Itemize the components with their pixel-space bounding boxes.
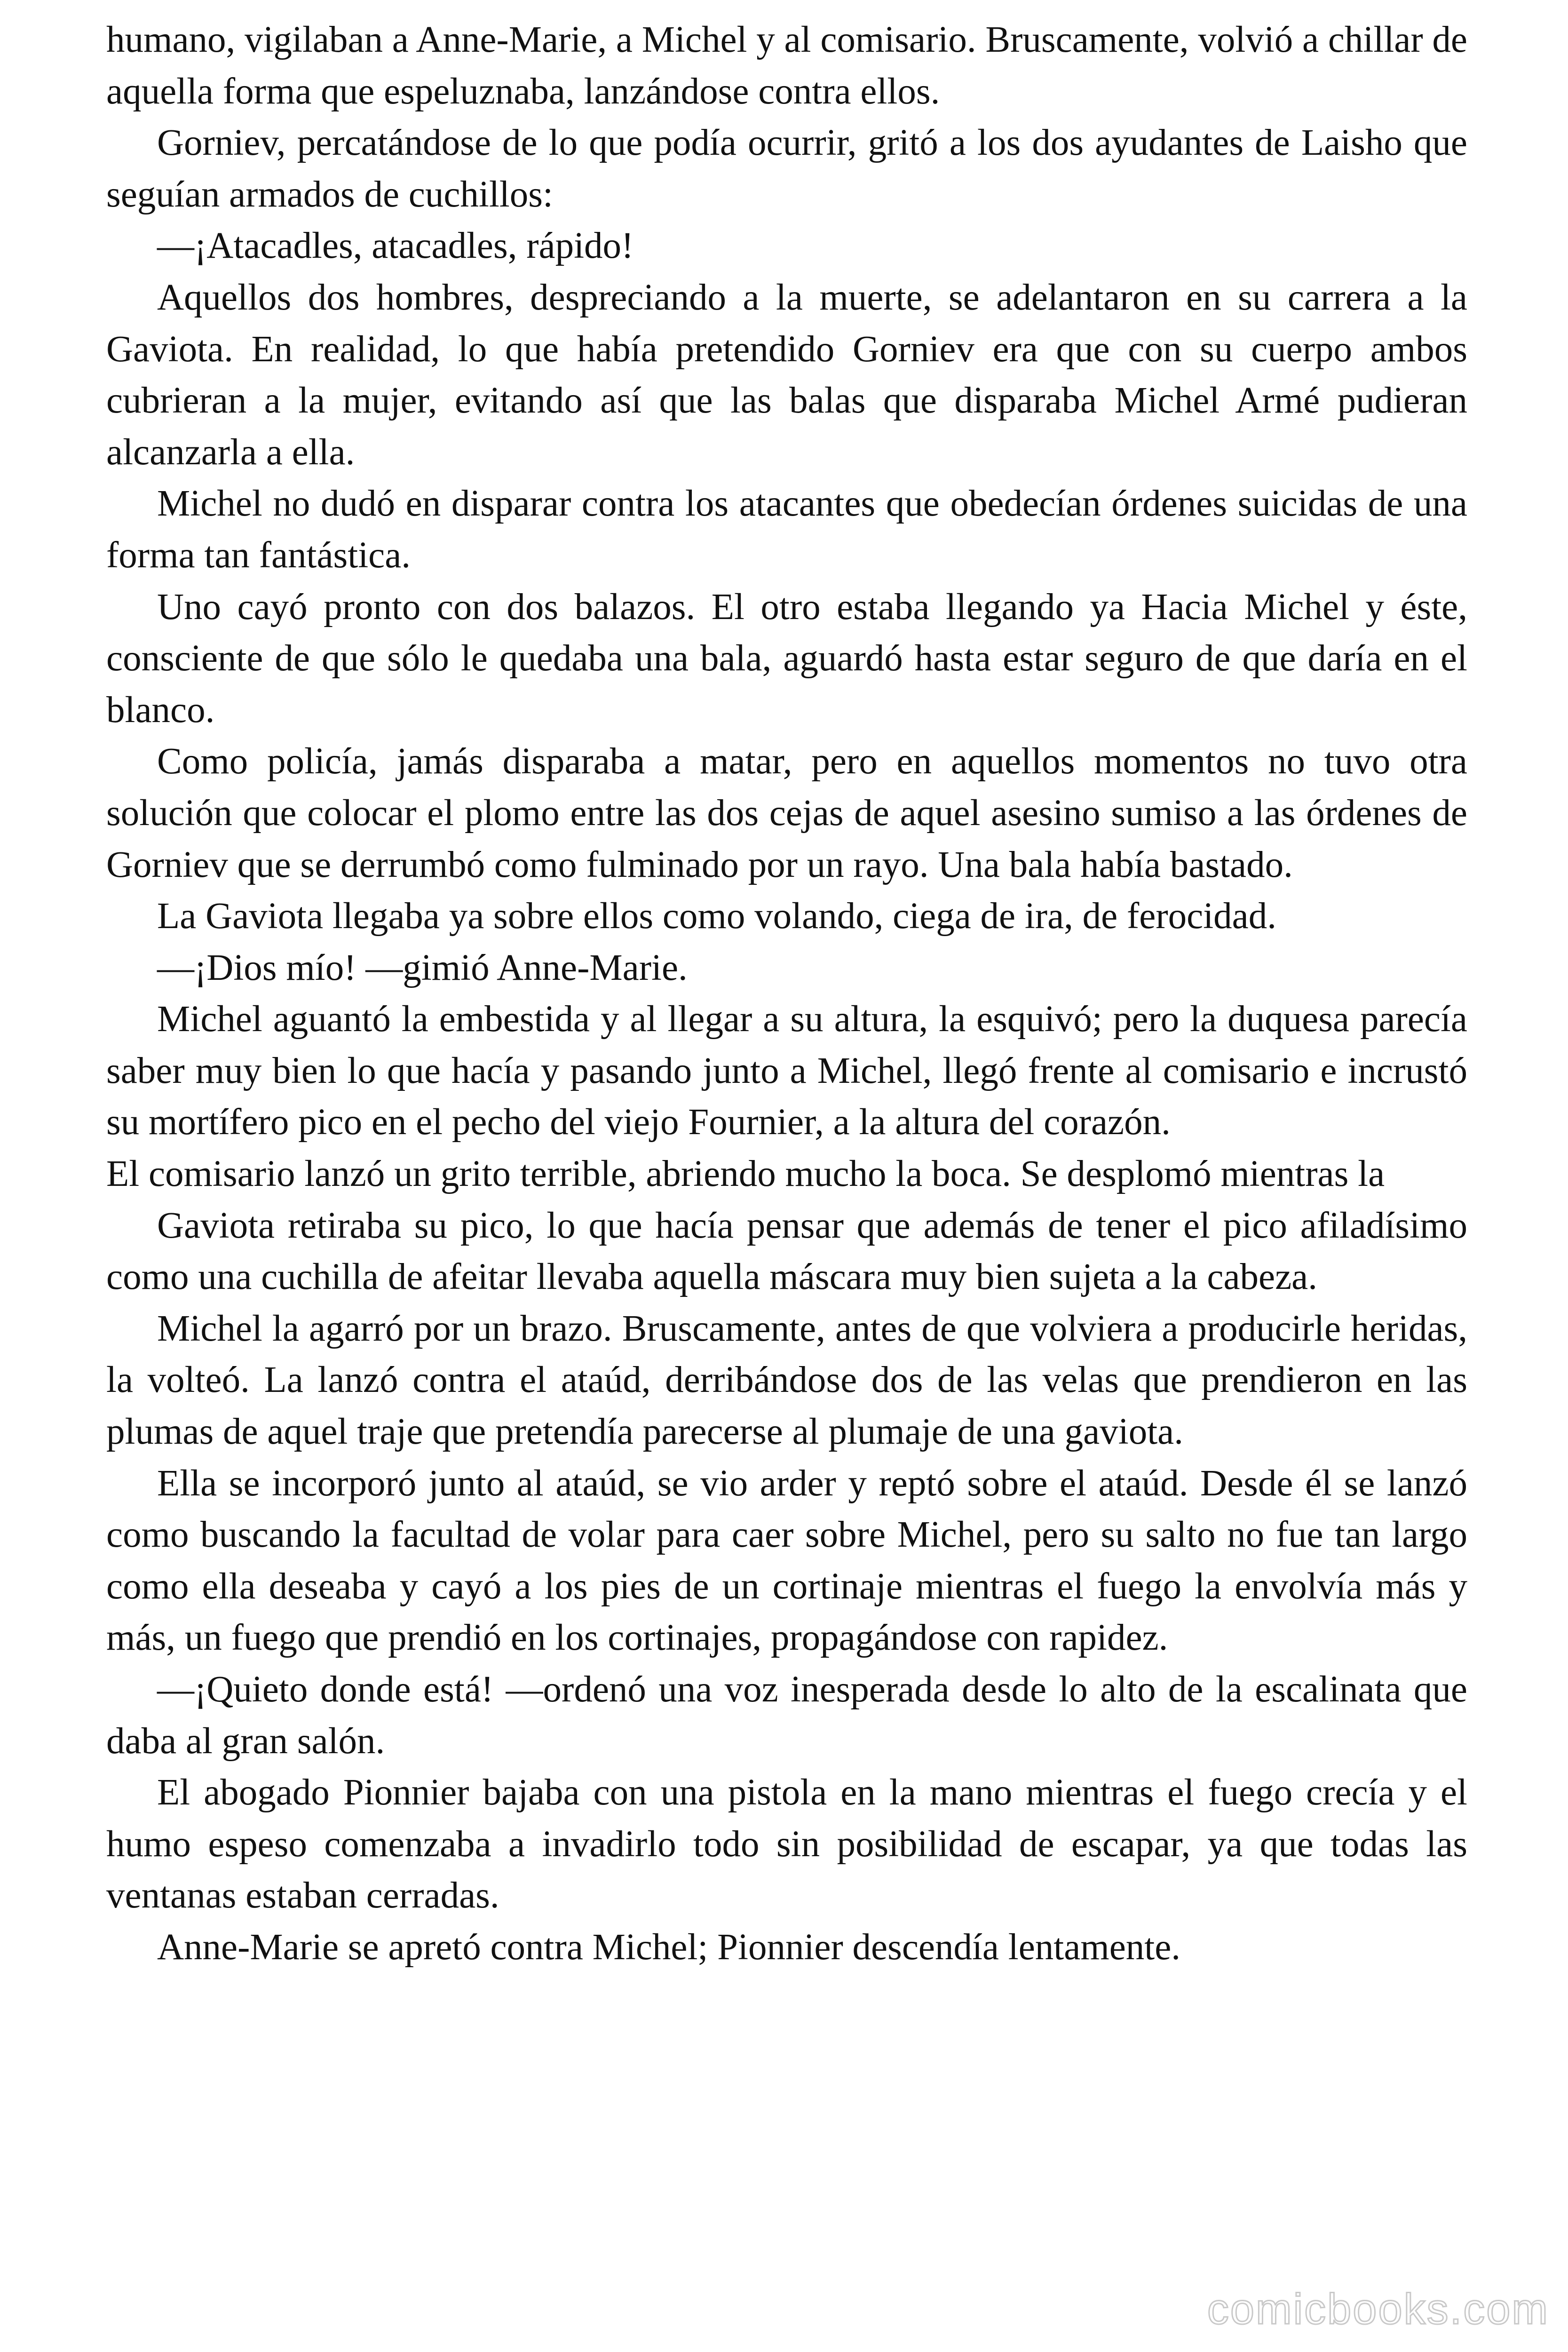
paragraph-continuation: humano, vigilaban a Anne-Marie, a Michel y al comisario. Bruscamente, volvió a chillar de aquella forma que espeluznaba, lanzándose contra ellos.: [106, 19, 1467, 112]
paragraph: Uno cayó pronto con dos balazos. El otro estaba llegando ya Hacia Michel y éste, consciente de que sólo le quedaba una bala, aguardó hasta estar seguro de que daría en el blanco.: [106, 586, 1467, 731]
paragraph: Como policía, jamás disparaba a matar, pero en aquellos momentos no tuvo otra solución que colocar el plomo entre las dos cejas de aquel asesino sumiso a las órdenes de Gorniev que se derrumbó como fulminado por un rayo. Una bala había bastado.: [106, 741, 1467, 885]
paragraph: El comisario lanzó un grito terrible, abriendo mucho la boca. Se desplomó mientras la: [106, 1153, 1385, 1195]
paragraph: Michel no dudó en disparar contra los atacantes que obedecían órdenes suicidas de una forma tan fantástica.: [106, 483, 1467, 576]
dialogue-line: —¡Atacadles, atacadles, rápido!: [157, 225, 634, 267]
paragraph: Gorniev, percatándose de lo que podía ocurrir, gritó a los dos ayudantes de Laisho que seguían armados de cuchillos:: [106, 122, 1467, 215]
dialogue-line: —¡Quieto donde está! —ordenó una voz inesperada desde lo alto de la escalinata que daba al gran salón.: [106, 1669, 1467, 1762]
watermark: comicbooks.com: [1207, 2285, 1549, 2333]
paragraph: Michel la agarró por un brazo. Bruscamente, antes de que volviera a producirle heridas, la volteó. La lanzó contra el ataúd, derribándose dos de las velas que prendieron en las plumas de aquel traje que pretendía parecerse al plumaje de una gaviota.: [106, 1308, 1467, 1453]
paragraph: Anne-Marie se apretó contra Michel; Pionnier descendía lentamente.: [157, 1926, 1181, 1968]
dialogue-line: —¡Dios mío! —gimió Anne-Marie.: [157, 947, 688, 988]
paragraph: Michel aguantó la embestida y al llegar a su altura, la esquivó; pero la duquesa parecía saber muy bien lo que hacía y pasando junto a Michel, llegó frente al comisario e incrustó su mortífero pico en el pecho del viejo Fournier, a la altura del corazón.: [106, 999, 1467, 1143]
paragraph: Aquellos dos hombres, despreciando a la muerte, se adelantaron en su carrera a la Gaviota. En realidad, lo que había pretendido Gorniev era que con su cuerpo ambos cubrieran a la mujer, evitando así que las balas que disparaba Michel Armé pudieran alcanzarla a ella.: [106, 277, 1467, 473]
paragraph: La Gaviota llegaba ya sobre ellos como volando, ciega de ira, de ferocidad.: [157, 896, 1276, 937]
paragraph: Gaviota retiraba su pico, lo que hacía pensar que además de tener el pico afiladísimo como una cuchilla de afeitar llevaba aquella máscara muy bien sujeta a la cabeza.: [106, 1205, 1467, 1298]
body-text: [106, 14, 1467, 1973]
paragraph: El abogado Pionnier bajaba con una pistola en la mano mientras el fuego crecía y el humo espeso comenzaba a invadirlo todo sin posibilidad de escapar, ya que todas las ventanas estaban cerradas.: [106, 1772, 1467, 1916]
paragraph: Ella se incorporó junto al ataúd, se vio arder y reptó sobre el ataúd. Desde él se lanzó como buscando la facultad de volar para caer sobre Michel, pero su salto no fue tan largo como ella deseaba y cayó a los pies de un cortinaje mientras el fuego la envolvía más y más, un fuego que prendió en los cortinajes, propagándose con rapidez.: [106, 1462, 1467, 1659]
